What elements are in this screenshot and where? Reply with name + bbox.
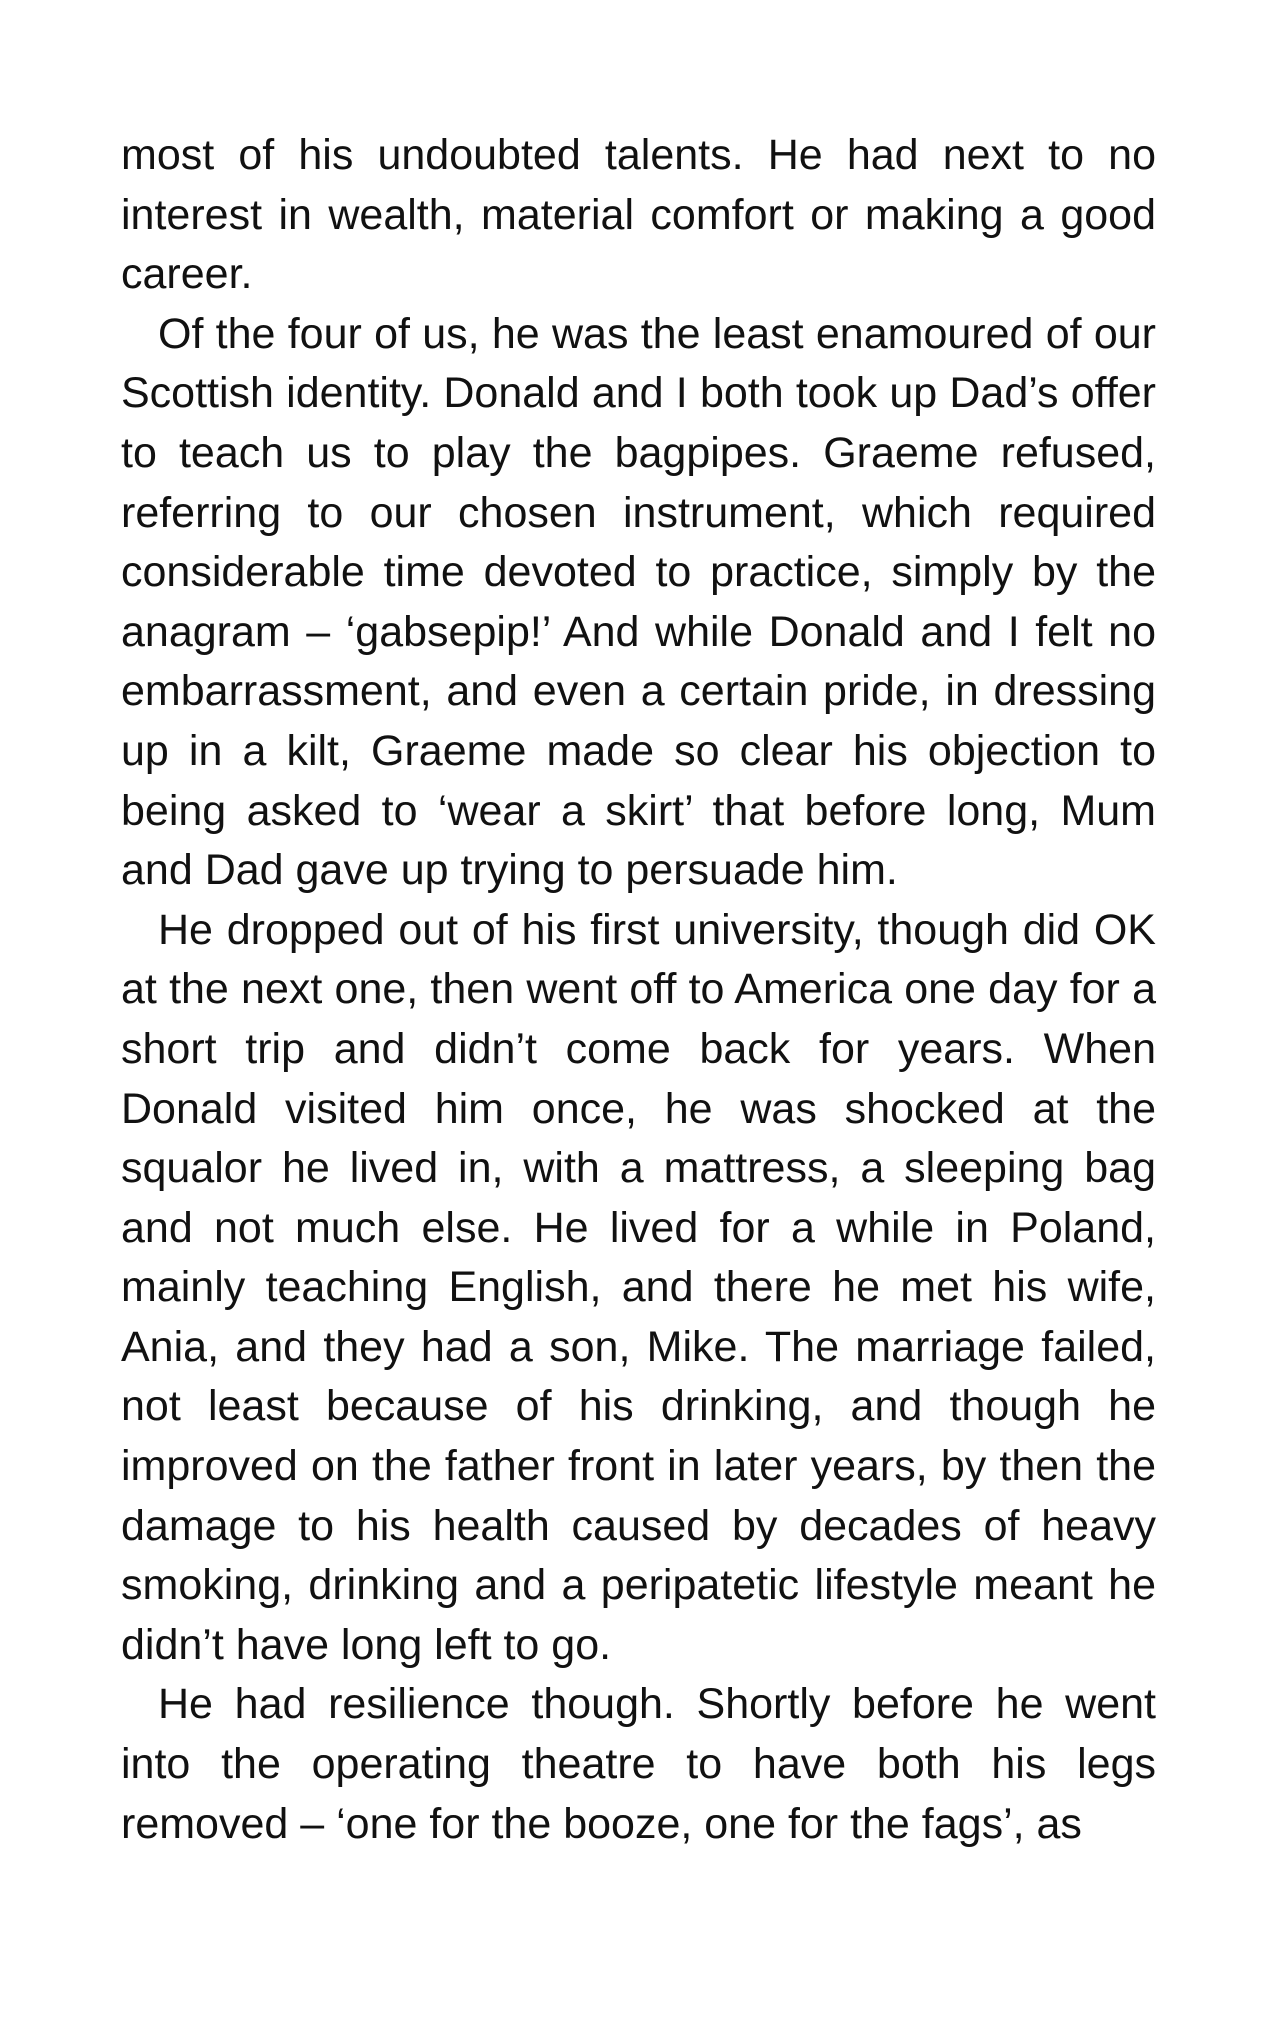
paragraph-continuation: most of his undoubted talents. He had next to no interest in wealth, material comfort or making a good career. [121,131,1156,299]
paragraph-university-america: He dropped out of his first university, though did OK at the next one, then went off to America one day for a short trip and didn’t come back for years. When Donald visited him once, he was shocked at the squalor he lived in, with a mattress, a sleeping bag and not much else. He lived for a while in Poland, mainly teaching English, and there he met his wife, Ania, and they had a son, Mike. The marriage failed, not least because of his drinking, and though he improved on the father front in later years, by then the damage to his health caused by decades of heavy smoking, drinking and a peripatetic lifestyle meant he didn’t have long left to go. [121,905,1156,1669]
book-page [121,126,1156,1854]
paragraph-resilience: He had resilience though. Shortly before he went into the operating theatre to have both his legs removed – ‘one for the booze, one for the fags’, as [121,1680,1156,1848]
paragraph-scottish-identity: Of the four of us, he was the least enamoured of our Scottish identity. Donald and I both took up Dad’s offer to teach us to play the bagpipes. Graeme refused, referring to our chosen instrument, which required considerable time devoted to practice, simply by the anagram – ‘gabsepip!’ And while Donald and I felt no embarrassment, and even a certain pride, in dressing up in a kilt, Graeme made so clear his objection to being asked to ‘wear a skirt’ that before long, Mum and Dad gave up trying to persuade him. [121,309,1156,895]
